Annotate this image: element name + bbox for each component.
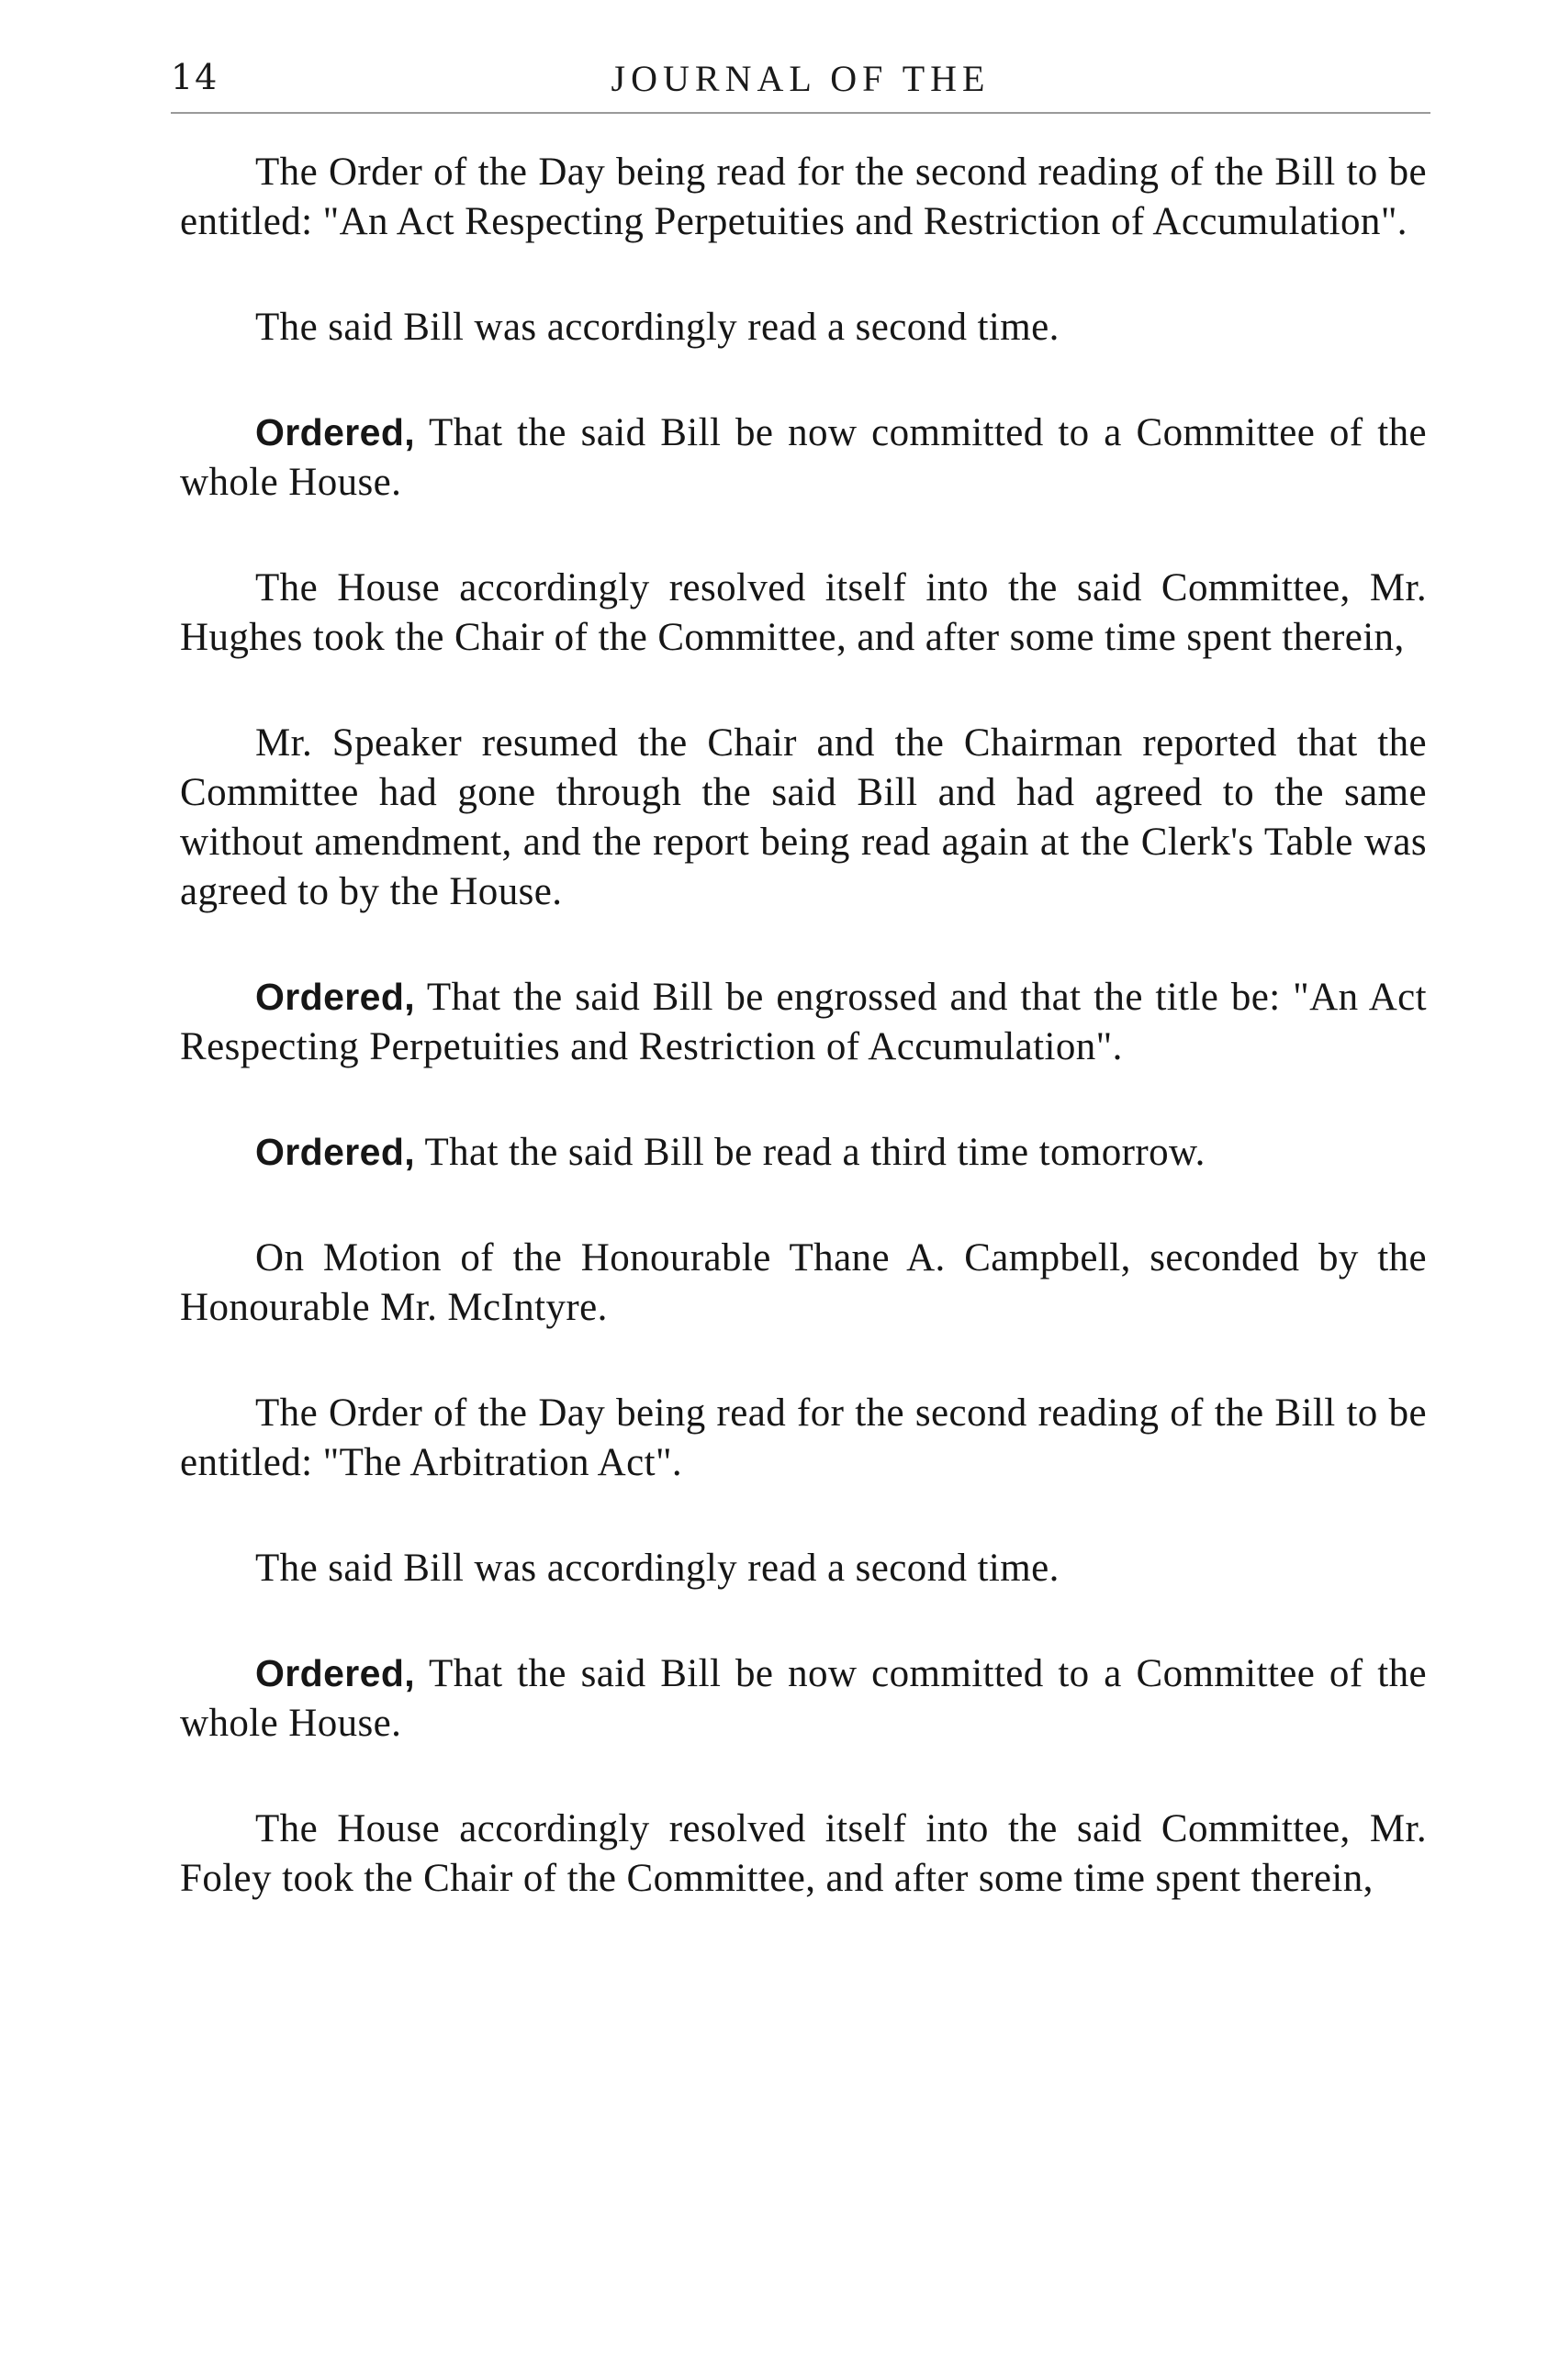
paragraph-house-resolved-hughes xyxy=(180,563,1427,663)
paragraph-text: The said Bill was accordingly read a second time. xyxy=(255,1547,1060,1590)
paragraph-lead: Ordered, xyxy=(255,1131,416,1173)
paragraph-lead: Ordered, xyxy=(255,1652,416,1694)
page-header xyxy=(171,57,1430,110)
paragraph-lead: Ordered, xyxy=(255,976,416,1018)
paragraph-read-second-time xyxy=(180,302,1427,352)
paragraph-text: That the said Bill be engrossed and that the title be: "An Act Respecting Perpetuities and Restriction of Accumulation". xyxy=(180,976,1427,1068)
running-head: JOURNAL OF THE xyxy=(611,58,991,99)
paragraph-motion-campbell xyxy=(180,1233,1427,1333)
header-rule xyxy=(171,112,1430,114)
paragraph-text: Mr. Speaker resumed the Chair and the Chairman reported that the Committee had gone through the said Bill and had agreed to the same without amendment, and the report being read again at the Clerk's Table was agreed to by the House. xyxy=(180,721,1427,913)
paragraph-text: The House accordingly resolved itself into the said Committee, Mr. Foley took the Chair of the Committee, and after some time spent therein, xyxy=(180,1807,1427,1900)
paragraph-lead: Ordered, xyxy=(255,411,416,453)
paragraph-second-reading-perpetuities xyxy=(180,147,1427,247)
paragraph-text: The Order of the Day being read for the second reading of the Bill to be entitled: "The Arbitration Act". xyxy=(180,1391,1427,1484)
paragraph-text: That the said Bill be read a third time tomorrow. xyxy=(415,1131,1206,1174)
paragraph-ordered-engrossed xyxy=(180,972,1427,1072)
paragraph-text: The said Bill was accordingly read a second time. xyxy=(255,306,1060,349)
paragraph-house-resolved-foley xyxy=(180,1804,1427,1904)
paragraph-ordered-third-reading xyxy=(180,1127,1427,1178)
paragraph-ordered-committed-2 xyxy=(180,1648,1427,1749)
paragraph-text: That the said Bill be now committed to a Committee of the whole House. xyxy=(180,411,1427,504)
page-number: 14 xyxy=(171,57,219,97)
journal-body xyxy=(180,147,1427,1959)
paragraph-second-reading-arbitration xyxy=(180,1388,1427,1488)
paragraph-text: The Order of the Day being read for the second reading of the Bill to be entitled: "An Act Respecting Perpetuities and Restriction of Accumulation". xyxy=(180,151,1427,243)
paragraph-text: On Motion of the Honourable Thane A. Campbell, seconded by the Honourable Mr. McIntyre. xyxy=(180,1236,1427,1329)
paragraph-text: That the said Bill be now committed to a Committee of the whole House. xyxy=(180,1652,1427,1745)
paragraph-text: The House accordingly resolved itself into the said Committee, Mr. Hughes took the Chair of the Committee, and after some time spent therein, xyxy=(180,566,1427,659)
paragraph-speaker-resumed xyxy=(180,718,1427,917)
paragraph-ordered-committed xyxy=(180,408,1427,508)
paragraph-read-second-time-2 xyxy=(180,1543,1427,1593)
